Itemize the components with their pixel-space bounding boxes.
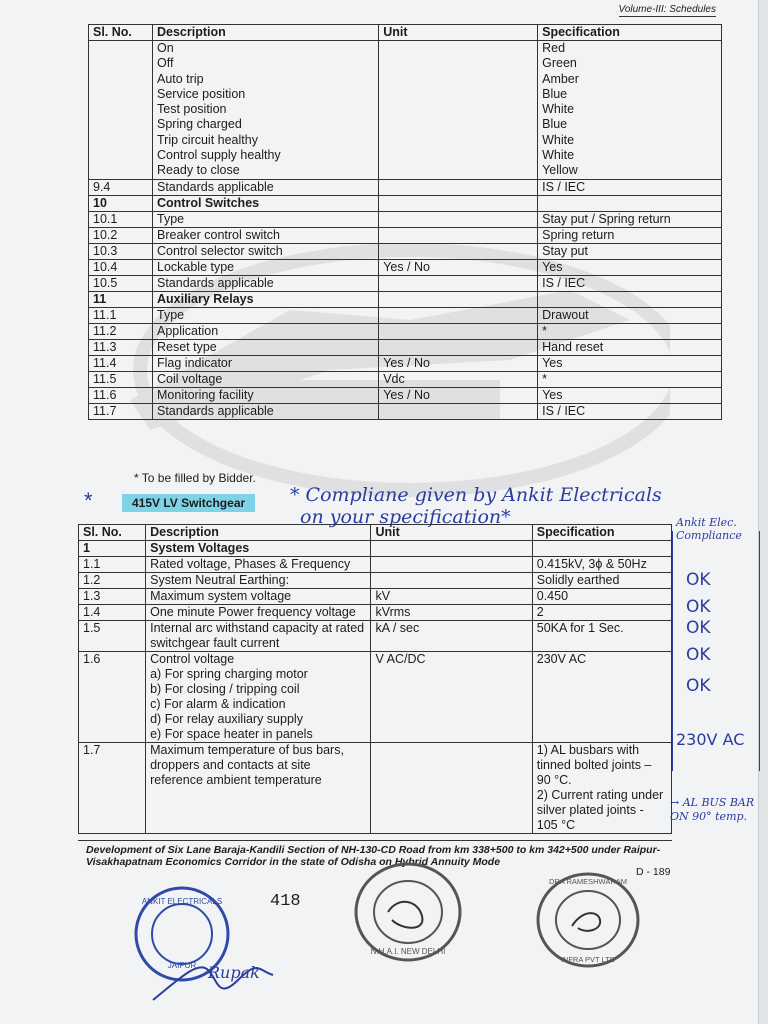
description-cell: Rated voltage, Phases & Frequency xyxy=(146,557,371,573)
compliance-column-header: Ankit Elec. Compliance xyxy=(676,516,742,542)
col-header-unit: Unit xyxy=(379,25,538,41)
table-row xyxy=(89,387,722,403)
table-row xyxy=(79,557,672,573)
unit-cell xyxy=(379,403,538,419)
unit-cell xyxy=(379,307,538,323)
list-item: White xyxy=(542,132,575,147)
svg-text:ANKIT ELECTRICALS: ANKIT ELECTRICALS xyxy=(141,897,223,906)
unit-cell xyxy=(379,195,538,211)
sl-cell: 11.2 xyxy=(89,323,153,339)
description-cell: Internal arc withstand capacity at rated switchgear fault current xyxy=(146,621,371,652)
unit-cell xyxy=(371,557,532,573)
sl-cell: 11.3 xyxy=(89,339,153,355)
cell-line: b) For closing / tripping coil xyxy=(150,682,300,696)
sl-cell: 1.3 xyxy=(79,589,146,605)
specification-cell: Drawout xyxy=(538,307,722,323)
sl-cell: 11.7 xyxy=(89,403,153,419)
specification-cell: Yes xyxy=(538,355,722,371)
description-cell: System Voltages xyxy=(146,541,371,557)
description-cell: Standards applicable xyxy=(153,403,379,419)
list-item: Red xyxy=(542,41,566,55)
indicator-description-list xyxy=(153,41,379,180)
cell-line: 2) Current rating under silver plated joints - 105 °C xyxy=(536,788,664,832)
ok-mark: OK xyxy=(686,676,711,696)
description-cell: Control Switches xyxy=(153,195,379,211)
list-item: Green xyxy=(542,56,577,71)
unit-cell: kVrms xyxy=(371,605,532,621)
handwritten-note-line1: * Compliane given by Ankit Electricals xyxy=(290,484,662,506)
description-cell: Breaker control switch xyxy=(153,227,379,243)
sl-cell: 1.4 xyxy=(79,605,146,621)
page-edge xyxy=(758,0,768,1024)
unit-cell xyxy=(379,179,538,195)
specification-cell: Stay put / Spring return xyxy=(538,211,722,227)
list-item: Test position xyxy=(157,102,227,117)
cell-line: 1) AL busbars with tinned bolted joints – 90 °C. xyxy=(536,743,652,787)
list-item: Off xyxy=(157,56,174,71)
unit-cell xyxy=(371,541,532,557)
svg-text:JAIPUR: JAIPUR xyxy=(167,961,197,970)
table-row xyxy=(89,259,722,275)
specification-cell xyxy=(538,291,722,307)
sl-cell: 10.1 xyxy=(89,211,153,227)
svg-text:Rupak: Rupak xyxy=(208,963,260,982)
specification-cell: * xyxy=(538,371,722,387)
sl-cell: 11 xyxy=(89,291,153,307)
table-row xyxy=(89,355,722,371)
specification-cell: Spring return xyxy=(538,227,722,243)
sl-cell: 1.6 xyxy=(79,652,146,743)
list-item: Blue xyxy=(542,86,568,101)
dra-infra-stamp xyxy=(534,870,642,970)
footer-project-text: Development of Six Lane Baraja-Kandili Section of NH-130-CD Road from km 338+500 to km 342+500 under Raipur-Visakhapatnam Economics Corridor in the state of Odisha on Hybrid Annuity Mode xyxy=(86,844,661,868)
description-cell: Auxiliary Relays xyxy=(153,291,379,307)
specification-cell: IS / IEC xyxy=(538,179,722,195)
specification-cell: Stay put xyxy=(538,243,722,259)
table-row xyxy=(89,339,722,355)
table-row xyxy=(89,275,722,291)
specification-cell: 230V AC xyxy=(532,652,671,743)
list-item: Blue xyxy=(542,117,568,132)
schedule-table-1 xyxy=(88,24,722,420)
unit-cell: kV xyxy=(371,589,532,605)
cell-line: e) For space heater in panels xyxy=(150,727,313,741)
unit-cell xyxy=(379,211,538,227)
sl-cell: 11.1 xyxy=(89,307,153,323)
unit-cell xyxy=(379,339,538,355)
table-row xyxy=(79,573,672,589)
page-code: D - 189 xyxy=(636,866,671,878)
sl-cell: 11.5 xyxy=(89,371,153,387)
specification-cell: Solidly earthed xyxy=(532,573,671,589)
handwritten-asterisk: * xyxy=(84,488,93,513)
unit-cell: kA / sec xyxy=(371,621,532,652)
list-item: Trip circuit healthy xyxy=(157,132,258,147)
col-header-sl: Sl. No. xyxy=(79,525,146,541)
description-cell: Maximum temperature of bus bars, droppers and contacts at site reference ambient temperature xyxy=(146,743,371,834)
footnote: * To be filled by Bidder. xyxy=(134,471,256,485)
description-cell: Type xyxy=(153,211,379,227)
description-cell: Control selector switch xyxy=(153,243,379,259)
table-row xyxy=(89,403,722,419)
description-cell xyxy=(146,652,371,743)
sl-cell: 11.6 xyxy=(89,387,153,403)
table-row xyxy=(89,323,722,339)
unit-cell: Yes / No xyxy=(379,387,538,403)
table-row xyxy=(79,743,672,834)
ok-mark: OK xyxy=(686,618,711,638)
cell-line: d) For relay auxiliary supply xyxy=(150,712,303,726)
table-row xyxy=(89,291,722,307)
list-item: White xyxy=(542,148,575,163)
description-cell: Flag indicator xyxy=(153,355,379,371)
list-item: Auto trip xyxy=(157,71,204,86)
sl-cell: 10 xyxy=(89,195,153,211)
table-row xyxy=(89,195,722,211)
specification-cell: IS / IEC xyxy=(538,275,722,291)
unit-cell: Yes / No xyxy=(379,355,538,371)
col-header-description: Description xyxy=(153,25,379,41)
table-row xyxy=(89,41,722,180)
specification-cell: * xyxy=(538,323,722,339)
table-row xyxy=(79,605,672,621)
unit-cell xyxy=(379,323,538,339)
list-item: On xyxy=(157,41,174,55)
unit-cell: V AC/DC xyxy=(371,652,532,743)
svg-text:DRA RAMESHWARAM: DRA RAMESHWARAM xyxy=(548,877,628,886)
specification-cell: 2 xyxy=(532,605,671,621)
table-cell xyxy=(379,41,538,180)
table-row xyxy=(79,652,672,743)
table-cell xyxy=(89,41,153,180)
sl-cell: 9.4 xyxy=(89,179,153,195)
specification-cell: 50KA for 1 Sec. xyxy=(532,621,671,652)
col-header-sl: Sl. No. xyxy=(89,25,153,41)
table-row xyxy=(89,227,722,243)
col-header-specification: Specification xyxy=(532,525,671,541)
unit-cell: Vdc xyxy=(379,371,538,387)
specification-cell: Hand reset xyxy=(538,339,722,355)
page-number: 418 xyxy=(270,892,301,911)
cell-line: a) For spring charging motor xyxy=(150,667,308,681)
description-cell: Application xyxy=(153,323,379,339)
col-header-specification: Specification xyxy=(538,25,722,41)
table-row xyxy=(89,243,722,259)
list-item: White xyxy=(542,102,575,117)
sl-cell: 10.3 xyxy=(89,243,153,259)
handwritten-voltage: 230V AC xyxy=(676,730,745,749)
sl-cell: 10.5 xyxy=(89,275,153,291)
unit-cell xyxy=(371,573,532,589)
unit-cell xyxy=(379,243,538,259)
handwritten-busbar-note: → AL BUS BAR ON 90° temp. xyxy=(670,796,755,823)
table-row xyxy=(89,307,722,323)
volume-header: Volume-III: Schedules xyxy=(618,4,716,15)
sl-cell: 10.4 xyxy=(89,259,153,275)
table-row xyxy=(79,589,672,605)
sl-cell: 1.2 xyxy=(79,573,146,589)
cell-line: Control voltage xyxy=(150,652,235,666)
description-cell: Standards applicable xyxy=(153,179,379,195)
list-item: Amber xyxy=(542,71,579,86)
list-item: Yellow xyxy=(542,163,578,178)
table-row xyxy=(89,211,722,227)
sl-cell: 10.2 xyxy=(89,227,153,243)
specification-cell: Yes xyxy=(538,387,722,403)
unit-cell xyxy=(379,275,538,291)
cell-line: c) For alarm & indication xyxy=(150,697,286,711)
col-header-unit: Unit xyxy=(371,525,532,541)
specification-cell xyxy=(532,743,671,834)
table-row xyxy=(79,621,672,652)
description-cell: Type xyxy=(153,307,379,323)
specification-cell: IS / IEC xyxy=(538,403,722,419)
indicator-color-list xyxy=(538,41,722,180)
list-item: Spring charged xyxy=(157,117,242,132)
list-item: Ready to close xyxy=(157,163,240,178)
col-header-description: Description xyxy=(146,525,371,541)
nhai-stamp xyxy=(352,860,464,964)
description-cell: Lockable type xyxy=(153,259,379,275)
unit-cell xyxy=(379,227,538,243)
specification-cell: 0.415kV, 3ϕ & 50Hz xyxy=(532,557,671,573)
specification-cell xyxy=(538,195,722,211)
description-cell: Monitoring facility xyxy=(153,387,379,403)
svg-text:INFRA PVT LTD: INFRA PVT LTD xyxy=(560,955,616,964)
table-row xyxy=(89,179,722,195)
sl-cell: 1.5 xyxy=(79,621,146,652)
description-cell: One minute Power frequency voltage xyxy=(146,605,371,621)
sl-cell: 1.1 xyxy=(79,557,146,573)
signature xyxy=(148,950,278,1010)
table-row xyxy=(89,371,722,387)
description-cell: System Neutral Earthing: xyxy=(146,573,371,589)
specification-cell: 0.450 xyxy=(532,589,671,605)
unit-cell: Yes / No xyxy=(379,259,538,275)
sl-cell: 1.7 xyxy=(79,743,146,834)
schedule-table-2 xyxy=(78,524,672,834)
description-cell: Maximum system voltage xyxy=(146,589,371,605)
unit-cell xyxy=(371,743,532,834)
list-item: Control supply healthy xyxy=(157,148,281,163)
svg-text:N.H.A.I. NEW DELHI: N.H.A.I. NEW DELHI xyxy=(370,947,446,956)
description-cell: Reset type xyxy=(153,339,379,355)
handwritten-note-line2: on your specification* xyxy=(300,506,511,528)
footer-divider xyxy=(78,840,672,841)
ok-mark: OK xyxy=(686,570,711,590)
specification-cell xyxy=(532,541,671,557)
unit-cell xyxy=(379,291,538,307)
specification-cell: Yes xyxy=(538,259,722,275)
table-row xyxy=(79,541,672,557)
sl-cell: 1 xyxy=(79,541,146,557)
section-title: 415V LV Switchgear xyxy=(122,494,255,512)
description-cell: Standards applicable xyxy=(153,275,379,291)
list-item: Service position xyxy=(157,86,246,101)
sl-cell: 11.4 xyxy=(89,355,153,371)
description-cell: Coil voltage xyxy=(153,371,379,387)
ok-mark: OK xyxy=(686,597,711,617)
ok-mark: OK xyxy=(686,645,711,665)
